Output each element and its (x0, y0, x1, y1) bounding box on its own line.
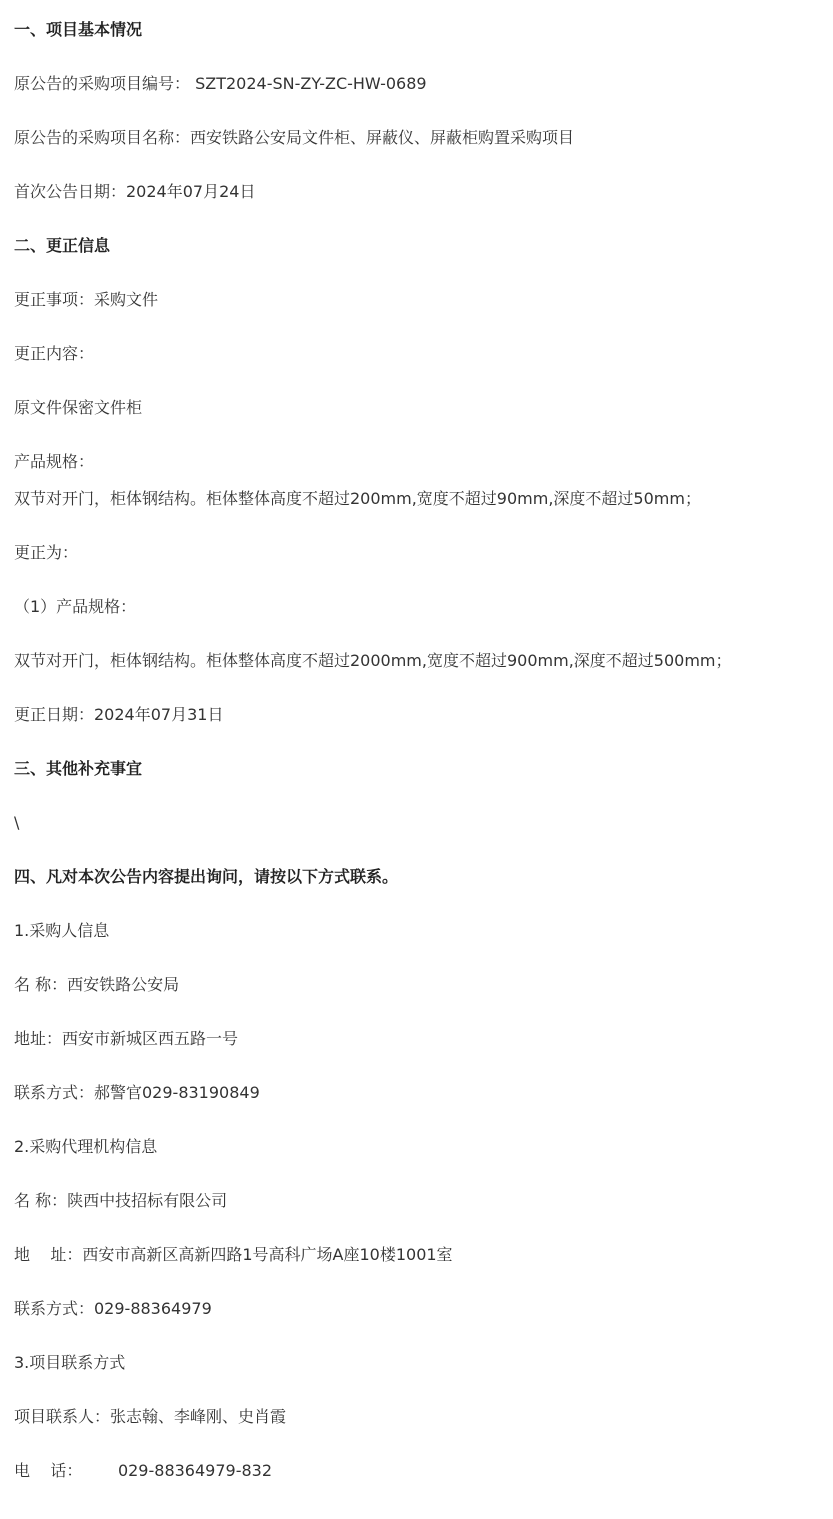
section-heading-basic-info: 一、项目基本情况 (14, 20, 143, 39)
purchaser-title: 1.采购人信息 (14, 921, 110, 940)
correction-date: 更正日期：2024年07月31日 (14, 705, 224, 724)
project-number: 原公告的采购项目编号： SZT2024-SN-ZY-ZC-HW-0689 (14, 74, 427, 93)
section-heading-correction: 二、更正信息 (14, 236, 111, 255)
correction-content-label: 更正内容： (14, 344, 95, 363)
purchaser-name: 名 称：西安铁路公安局 (14, 975, 180, 994)
section-heading-contact: 四、凡对本次公告内容提出询问，请按以下方式联系。 (14, 867, 399, 886)
correction-item: 更正事项：采购文件 (14, 290, 159, 309)
spec-new: 双节对开门，柜体钢结构。柜体整体高度不超过2000mm,宽度不超过900mm,深度不超过500mm； (14, 651, 732, 670)
spec-original: 双节对开门，柜体钢结构。柜体整体高度不超过200mm,宽度不超过90mm,深度不超过50mm； (14, 489, 701, 508)
section-heading-other: 三、其他补充事宜 (14, 759, 143, 778)
agency-name: 名 称：陕西中技招标有限公司 (14, 1191, 228, 1210)
purchaser-contact: 联系方式：郝警官029-83190849 (14, 1083, 260, 1102)
project-contacts: 项目联系人：张志翰、李峰刚、史肖霞 (14, 1407, 287, 1426)
spec-label-new: （1）产品规格： (14, 597, 137, 616)
original-text: 原文件保密文件柜 (14, 398, 143, 417)
spec-label-original: 产品规格： (14, 452, 95, 471)
agency-address: 地 址：西安市高新区高新四路1号高科广场A座10楼1001室 (14, 1245, 453, 1264)
phone: 电 话： 029-88364979-832 (14, 1461, 273, 1480)
purchaser-address: 地址：西安市新城区西五路一号 (14, 1029, 239, 1048)
project-name: 原公告的采购项目名称：西安铁路公安局文件柜、屏蔽仪、屏蔽柜购置采购项目 (14, 128, 575, 147)
agency-contact: 联系方式：029-88364979 (14, 1299, 212, 1318)
project-contact-title: 3.项目联系方式 (14, 1353, 126, 1372)
other-content: \ (14, 813, 20, 832)
first-announcement-date: 首次公告日期：2024年07月24日 (14, 182, 256, 201)
corrected-label: 更正为： (14, 543, 79, 562)
agency-title: 2.采购代理机构信息 (14, 1137, 158, 1156)
